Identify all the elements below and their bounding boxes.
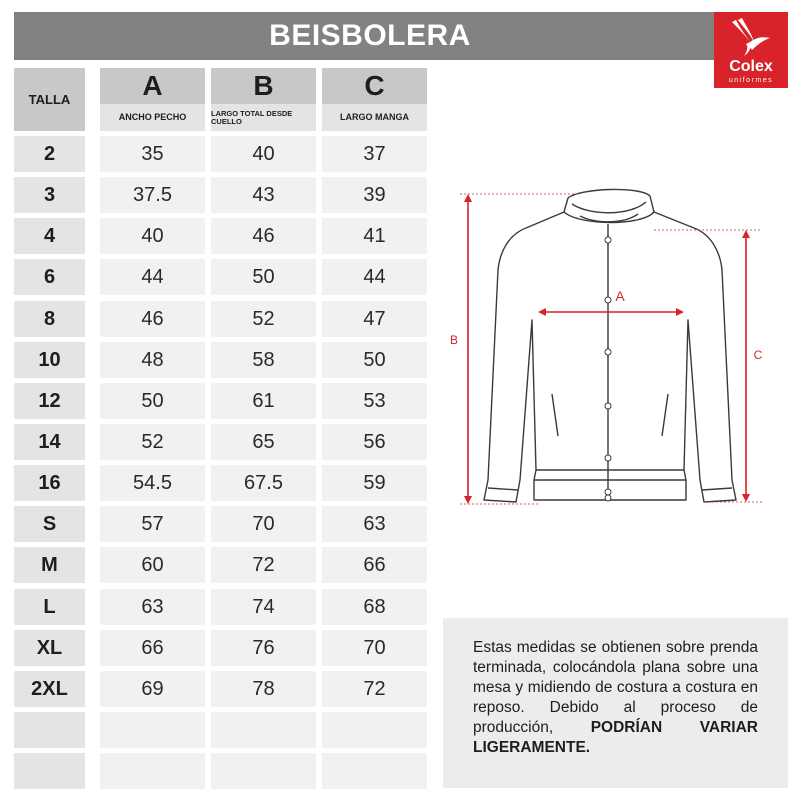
column-letter: B	[211, 68, 316, 104]
column-header-b	[211, 68, 316, 131]
measure-cell-a: 54.5	[100, 465, 205, 501]
measure-cell-c: 39	[322, 177, 427, 213]
measure-cell-b: 76	[211, 630, 316, 666]
note-paragraph	[473, 638, 758, 758]
measure-cell-c: 41	[322, 218, 427, 254]
measure-cell-a: 35	[100, 136, 205, 172]
title-bar	[14, 12, 726, 60]
jacket-outline	[484, 189, 736, 502]
measure-b-arrow-icon	[464, 194, 472, 504]
empty-cell	[14, 712, 85, 748]
column-header-a	[100, 68, 205, 131]
measure-cell-a: 52	[100, 424, 205, 460]
measure-cell-c: 53	[322, 383, 427, 419]
empty-cell	[211, 753, 316, 789]
page-title: BEISBOLERA	[269, 19, 471, 52]
measure-cell-a: 46	[100, 301, 205, 337]
measure-cell-a: 44	[100, 259, 205, 295]
talla-cell: L	[14, 589, 85, 625]
measure-cell-a: 63	[100, 589, 205, 625]
empty-cell	[14, 753, 85, 789]
measure-cell-a: 57	[100, 506, 205, 542]
note-text: Estas medidas se obtienen sobre prenda terminada, colocándola plana sobre una mesa y midiendo de costura a costura en reposo. Debido al proceso de producción,	[473, 639, 758, 736]
bird-logo-icon	[728, 18, 774, 58]
measure-a-label: A	[615, 288, 625, 304]
talla-cell: 10	[14, 342, 85, 378]
measure-cell-a: 60	[100, 547, 205, 583]
measure-cell-b: 65	[211, 424, 316, 460]
measure-cell-c: 68	[322, 589, 427, 625]
measure-cell-b: 74	[211, 589, 316, 625]
talla-cell: 14	[14, 424, 85, 460]
measure-cell-a: 40	[100, 218, 205, 254]
measure-cell-c: 56	[322, 424, 427, 460]
measure-cell-b: 40	[211, 136, 316, 172]
measure-cell-b: 52	[211, 301, 316, 337]
column-letter: C	[322, 68, 427, 104]
measure-cell-b: 72	[211, 547, 316, 583]
measurement-note	[443, 618, 788, 788]
measure-b-label: B	[449, 333, 459, 347]
column-header-c	[322, 68, 427, 131]
brand-logo	[714, 12, 788, 88]
measure-a-arrow-icon	[538, 308, 684, 316]
measure-cell-c: 66	[322, 547, 427, 583]
empty-cell	[322, 753, 427, 789]
column-description: LARGO MANGA	[322, 104, 427, 131]
talla-cell: 3	[14, 177, 85, 213]
measure-cell-a: 37.5	[100, 177, 205, 213]
measure-cell-c: 70	[322, 630, 427, 666]
talla-cell: S	[14, 506, 85, 542]
empty-cell	[100, 753, 205, 789]
talla-cell: 2XL	[14, 671, 85, 707]
talla-cell: 16	[14, 465, 85, 501]
brand-name: Colex	[729, 58, 773, 75]
measure-cell-c: 50	[322, 342, 427, 378]
talla-cell: 6	[14, 259, 85, 295]
jacket-diagram	[440, 180, 770, 520]
measure-c-label: C	[753, 348, 763, 362]
talla-cell: 4	[14, 218, 85, 254]
talla-cell: 8	[14, 301, 85, 337]
measure-cell-b: 46	[211, 218, 316, 254]
measure-cell-c: 63	[322, 506, 427, 542]
empty-cell	[100, 712, 205, 748]
column-letter: A	[100, 68, 205, 104]
measure-cell-c: 72	[322, 671, 427, 707]
measure-cell-c: 59	[322, 465, 427, 501]
measure-cell-c: 37	[322, 136, 427, 172]
note-bold-text: PODRÍAN VARIAR LIGERAMENTE.	[473, 719, 758, 756]
talla-cell: 12	[14, 383, 85, 419]
measure-cell-a: 66	[100, 630, 205, 666]
measure-cell-b: 70	[211, 506, 316, 542]
measure-cell-c: 47	[322, 301, 427, 337]
measure-cell-b: 67.5	[211, 465, 316, 501]
talla-header: TALLA	[14, 68, 85, 131]
column-description: LARGO TOTAL DESDE CUELLO	[211, 104, 316, 131]
talla-cell: M	[14, 547, 85, 583]
measure-cell-c: 44	[322, 259, 427, 295]
measure-cell-a: 69	[100, 671, 205, 707]
measure-cell-b: 78	[211, 671, 316, 707]
measure-cell-a: 48	[100, 342, 205, 378]
measure-cell-a: 50	[100, 383, 205, 419]
empty-cell	[211, 712, 316, 748]
measure-cell-b: 61	[211, 383, 316, 419]
talla-cell: 2	[14, 136, 85, 172]
measure-cell-b: 58	[211, 342, 316, 378]
empty-cell	[322, 712, 427, 748]
measure-cell-b: 43	[211, 177, 316, 213]
talla-cell: XL	[14, 630, 85, 666]
measure-c-arrow-icon	[742, 230, 750, 502]
column-description: ANCHO PECHO	[100, 104, 205, 131]
measure-cell-b: 50	[211, 259, 316, 295]
brand-subtitle: uniformes	[728, 77, 774, 84]
